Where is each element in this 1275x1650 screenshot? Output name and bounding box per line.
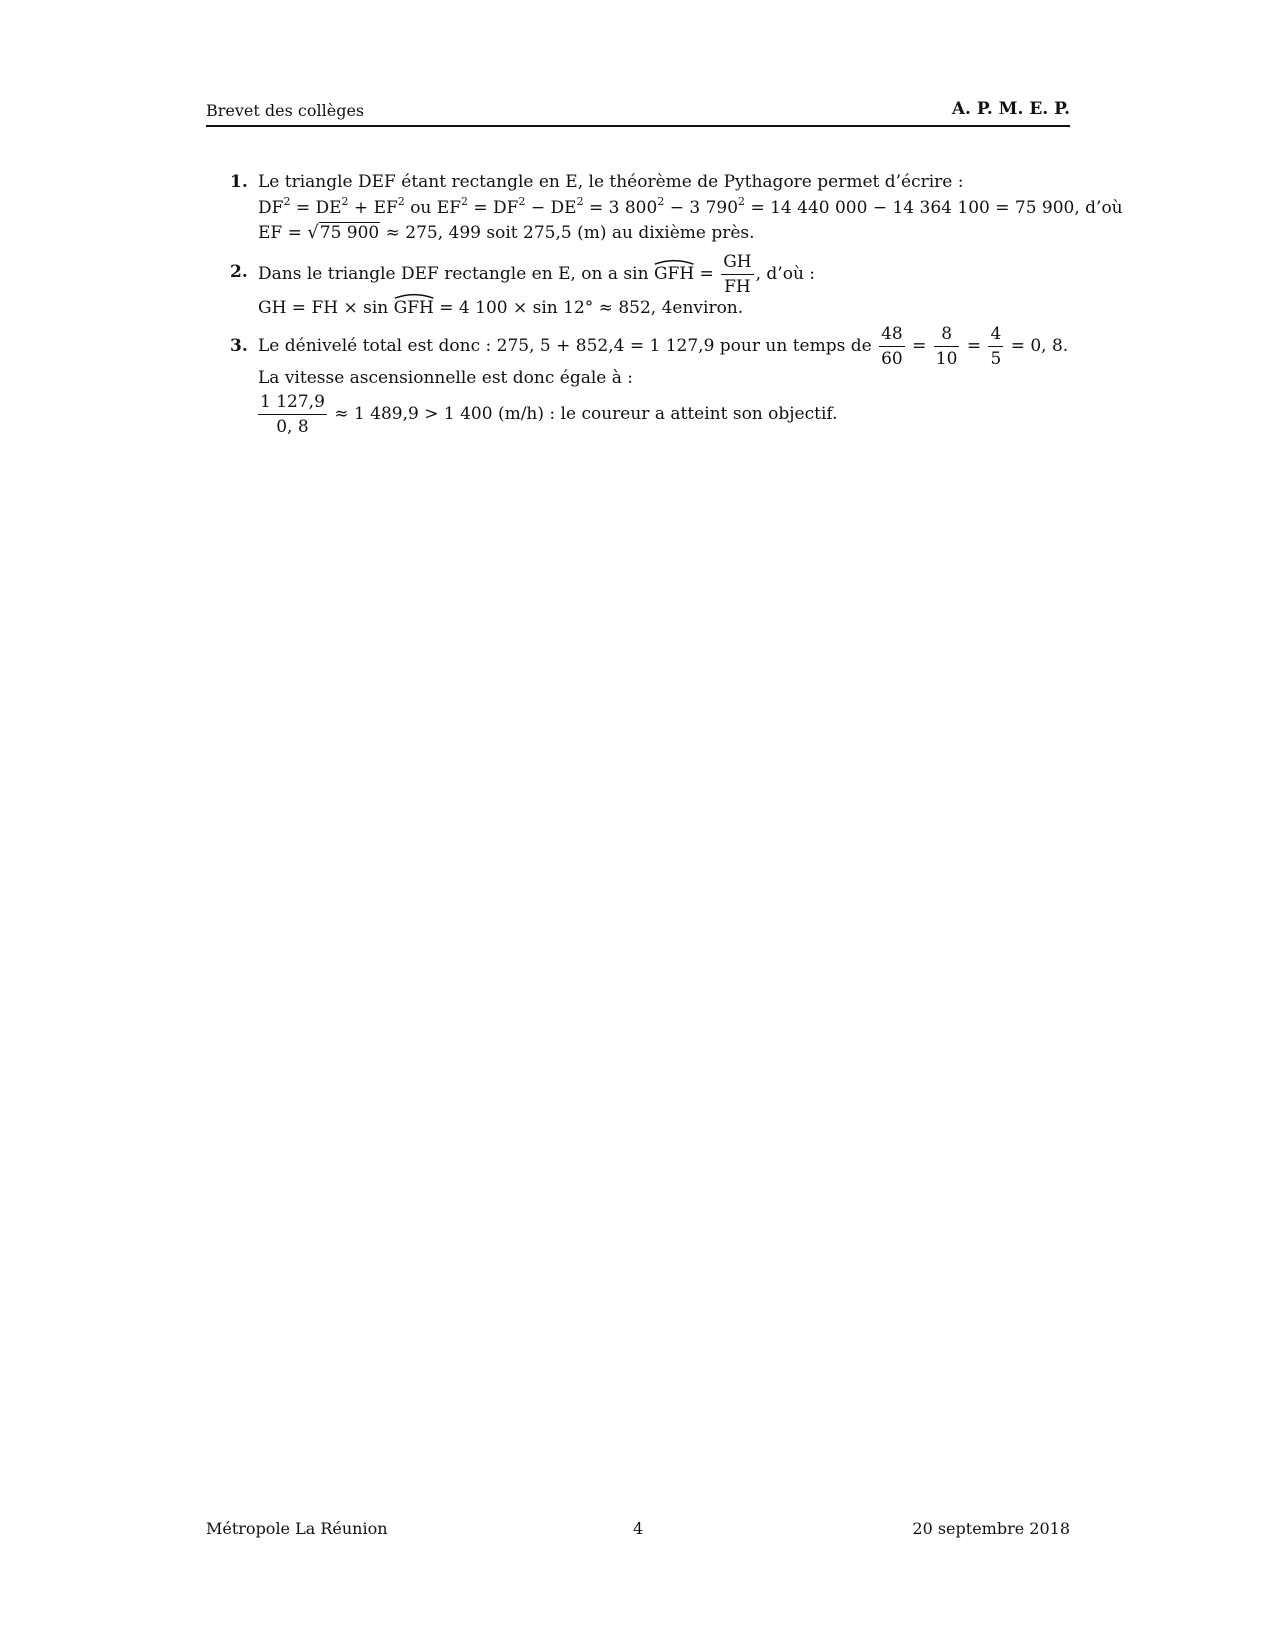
fraction-48-60: $\frac{48}{60}$	[881, 324, 903, 369]
header-title: Brevet des collèges	[206, 101, 365, 120]
item-1-intro: Le triangle DEF étant rectangle en E, le théorème de Pythagore permet d’écrire :	[258, 172, 964, 192]
footer-date: 20 septembre 2018	[912, 1519, 1070, 1538]
item-2-sine-ratio: Dans le triangle DEF rectangle en E, on a sin GFH = $\frac{GH}{FH}$ , d’où :	[258, 252, 816, 297]
angle-gfh: GFH	[394, 298, 434, 318]
item-3-speed-intro: La vitesse ascensionnelle est donc égale à :	[258, 368, 634, 388]
angle-gfh: GFH	[654, 264, 694, 284]
item-3-total: Le dénivelé total est donc : 275, 5 + 852,4 = 1 127,9 pour un temps de $\frac{48}{60}$ = $\frac{8}{10}$ = $\frac{4}{5}$ = 0, 8.	[258, 324, 1069, 369]
item-1-result: EF = √ 75 900 ≈ 275, 499 soit 275,5 (m) au dixième près.	[258, 222, 755, 243]
item-number: 3.	[230, 336, 248, 356]
item-3-speed-result: $\frac{1 127,9}{0, 8}$ ≈ 1 489,9 > 1 400 (m/h) : le coureur a atteint son objectif.	[260, 392, 838, 437]
page-number: 4	[633, 1519, 644, 1538]
fraction-gh-fh: $\frac{GH}{FH}$	[723, 252, 752, 297]
square-root: √ 75 900	[307, 222, 380, 243]
fraction-speed: $\frac{1 127,9}{0, 8}$	[260, 392, 325, 437]
header-publisher: A. P. M. E. P.	[951, 99, 1070, 119]
item-2-gh-result: GH = FH × sin GFH = 4 100 × sin 12° ≈ 852, 4environ.	[258, 298, 743, 318]
fraction-8-10: $\frac{8}{10}$	[935, 324, 958, 369]
item-number: 2.	[230, 262, 248, 282]
page-header	[206, 101, 1070, 127]
item-number: 1.	[230, 172, 248, 192]
footer-location: Métropole La Réunion	[206, 1519, 388, 1538]
fraction-4-5: $\frac{4}{5}$	[990, 324, 1002, 369]
item-1-equation: $DF^2 = DE^2 + EF^2$ ou $EF^2 = DF^2 - DE^2 = 3$ $800^2 - 3$ $790^2 = 14$ 440 000 − 14 364 100 = 75 900, d’où	[258, 195, 1123, 218]
